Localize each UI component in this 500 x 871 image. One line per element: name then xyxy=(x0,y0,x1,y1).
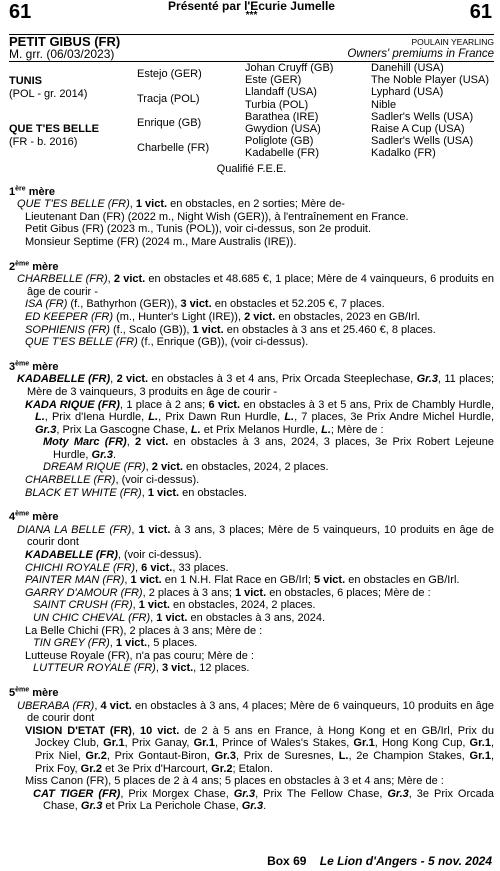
produce-line: Moty Marc (FR), 2 vict. en obstacles à 3 ans, 2024, 3 places, 3e Prix Robert Lejeune Hurdle, Gr.3. xyxy=(43,436,495,461)
pedigree-gen3: Llandaff (USA) xyxy=(245,86,317,98)
produce-line: CAT TIGER (FR), Prix Morgex Chase, Gr.3, Prix The Fellow Chase, Gr.3, 3e Prix Orcada Chase, Gr.3 et Prix La Perichole Chase, Gr.3. xyxy=(33,787,494,813)
pedigree-gen4: Kadalko (FR) xyxy=(371,147,436,159)
produce-line: QUE T'ES BELLE (FR) (f., Enrique (GB)), (voir ci-dessus). xyxy=(25,336,309,349)
dam-line: KADABELLE (FR), 2 vict. en obstacles à 3 et 4 ans, Prix Orcada Steeplechase, Gr.3, 11 places; Mère de 3 vainqueurs, 3 produits en âge de courir - xyxy=(17,373,494,398)
produce-line: GARRY D'AMOUR (FR), 2 places à 3 ans; 1 vict. en obstacles, 6 places; Mère de : xyxy=(25,586,431,599)
presented-by: Présenté par l'Ecurie Jumelle xyxy=(168,0,335,13)
sale-type: POULAIN YEARLING xyxy=(411,37,494,47)
produce-line: SAINT CRUSH (FR), 1 vict. en obstacles, 2024, 2 places. xyxy=(33,599,316,612)
produce-line: UN CHIC CHEVAL (FR), 1 vict. en obstacles à 3 ans, 2024. xyxy=(33,612,326,624)
pedigree-gen4: Raise A Cup (USA) xyxy=(371,123,465,135)
produce-line: Miss Canon (FR), 5 places de 2 à 4 ans; 5 places en obstacles à 3 et 4 ans; Mère de : xyxy=(25,775,444,788)
lot-number-right: 61 xyxy=(469,1,492,23)
produce-line: Lieutenant Dan (FR) (2022 m., Night Wish (GER)), à l'entraînement en France. xyxy=(25,210,409,223)
pedigree-gen3: Johan Cruyff (GB) xyxy=(245,62,334,74)
produce-line: SOPHIENIS (FR) (f., Scalo (GB)), 1 vict. en obstacles à 3 ans et 25.460 €, 8 places. xyxy=(25,323,436,336)
pedigree-gen4: Sadler's Wells (USA) xyxy=(371,111,474,123)
dam-line: UBERABA (FR), 4 vict. en obstacles à 3 ans, 4 places; Mère de 6 vainqueurs, 10 produits en âge de courir dont xyxy=(17,699,494,725)
produce-line: DREAM RIQUE (FR), 2 vict. en obstacles, 2024, 2 places. xyxy=(43,461,329,474)
produce-line: La Belle Chichi (FR), 2 places à 3 ans; Mère de : xyxy=(25,624,263,637)
produce-line: PAINTER MAN (FR), 1 vict. en 1 N.H. Flat Race en GB/Irl; 5 vict. en obstacles en GB/Irl. xyxy=(25,574,460,587)
page-header xyxy=(9,0,494,34)
dam-line: CHARBELLE (FR), 2 vict. en obstacles et 48.685 €, 1 place; Mère de 4 vainqueurs, 6 produits en âge de courir - xyxy=(17,273,494,298)
pedigree-gen4: The Noble Player (USA) xyxy=(371,74,489,86)
pedigree-gen2: Enrique (GB) xyxy=(137,117,202,129)
pedigree-gen4: Lyphard (USA) xyxy=(371,86,444,98)
lot-number-left: 61 xyxy=(9,1,32,23)
produce-line: Petit Gibus (FR) (2023 m., Tunis (POL)), voir ci-dessus, son 2e produit. xyxy=(25,223,372,236)
pedigree-gen3: Barathea (IRE) xyxy=(245,111,319,123)
section-title-5: 5ème mère xyxy=(9,686,59,699)
pedigree-gen3: Este (GER) xyxy=(245,74,302,86)
pedigree-gen3: Gwydion (USA) xyxy=(245,123,321,135)
stars: *** xyxy=(245,10,258,21)
produce-line: BLACK ET WHITE (FR), 1 vict. en obstacles. xyxy=(25,486,247,499)
produce-line: TIN GREY (FR), 1 vict., 5 places. xyxy=(33,637,198,650)
section-title-4: 4ème mère xyxy=(9,510,59,524)
dam-line: QUE T'ES BELLE (FR), 1 vict. en obstacles, en 2 sorties; Mère de- xyxy=(17,198,345,211)
produce-line: KADABELLE (FR), (voir ci-dessus). xyxy=(25,549,202,562)
horse-name: PETIT GIBUS (FR) xyxy=(9,34,121,49)
page-footer xyxy=(267,855,492,868)
produce-line: CHARBELLE (FR), (voir ci-dessus). xyxy=(25,474,200,487)
dam-line: DIANA LA BELLE (FR), 1 vict. à 3 ans, 3 places; Mère de 5 vainqueurs, 10 produits en âge de courir dont xyxy=(17,523,494,549)
sale-place-date: Le Lion d'Angers - 5 nov. 2024 xyxy=(319,854,492,869)
produce-line: KADA RIQUE (FR), 1 place à 2 ans; 6 vict. en obstacles à 3 et 5 ans, Prix de Chambly Hurdle, L., Prix d'Iena Hurdle, L., Prix Dawn Run Hurdle, L., 7 places, 3e Prix Andre Michel Hurdle, Gr.3, Prix La Gascogne Chase, L. et Prix Melanos Hurdle, L.; Mère de : xyxy=(25,398,495,436)
section-title-2: 2ème mère xyxy=(9,259,59,273)
sire-name: TUNIS xyxy=(9,75,42,87)
horse-sub-line xyxy=(9,48,494,61)
pedigree-gen2: Estejo (GER) xyxy=(137,68,202,80)
pedigree-gen2: Tracja (POL) xyxy=(137,93,200,105)
pedigree-gen2: Charbelle (FR) xyxy=(137,142,210,154)
produce-line: ED KEEPER (FR) (m., Hunter's Light (IRE)), 2 vict. en obstacles, 2023 en GB/Irl. xyxy=(25,310,421,323)
pedigree-gen3: Kadabelle (FR) xyxy=(245,147,319,159)
produce-line: LUTTEUR ROYALE (FR), 3 vict., 12 places. xyxy=(33,662,250,675)
owner-note: Owners' premiums in France xyxy=(347,48,494,60)
sex-color-dob: M. grr. (06/03/2023) xyxy=(9,47,115,61)
pedigree-table xyxy=(9,62,494,159)
dam-name: QUE T'ES BELLE xyxy=(9,123,100,135)
section-title-3: 3ème mère xyxy=(9,360,59,373)
pedigree-gen3: Poliglote (GB) xyxy=(245,135,314,147)
qualification: Qualifié F.E.E. xyxy=(216,163,287,175)
produce-line: Monsieur Septime (FR) (2024 m., Mare Australis (IRE)). xyxy=(25,235,297,248)
pedigree-gen3: Turbia (POL) xyxy=(245,99,309,111)
produce-line: ISA (FR) (f., Bathyrhon (GER)), 3 vict. en obstacles et 52.205 €, 7 places. xyxy=(25,298,385,311)
produce-line: VISION D'ETAT (FR), 10 vict. de 2 à 5 ans en France, à Hong Kong et en GB/Irl, Prix du Jockey Club, Gr.1, Prix Ganay, Gr.1, Prince of Wales's Stakes, Gr.1, Hong Kong Cup, Gr.1, Prix Niel, Gr.2, Prix Gontaut-Biron, Gr.3, Prix de Suresnes, L., 2e Champion Stakes, Gr.1, Prix Foy, Gr.2 et 3e Prix d'Harcourt, Gr.2; Etalon. xyxy=(25,724,494,775)
section-title-1: 1ère mère xyxy=(9,184,55,198)
pedigree-gen4: Danehill (USA) xyxy=(371,62,444,74)
box-number: Box 69 xyxy=(267,854,307,869)
sire-info: (POL - gr. 2014) xyxy=(9,88,88,100)
pedigree-gen4: Sadler's Wells (USA) xyxy=(371,135,474,147)
produce-line: CHICHI ROYALE (FR), 6 vict., 33 places. xyxy=(25,561,229,574)
produce-line: Lutteuse Royale (FR), n'a pas couru; Mère de : xyxy=(25,649,254,662)
dam-info: (FR - b. 2016) xyxy=(9,136,78,148)
pedigree-gen4: Nible xyxy=(371,99,397,111)
